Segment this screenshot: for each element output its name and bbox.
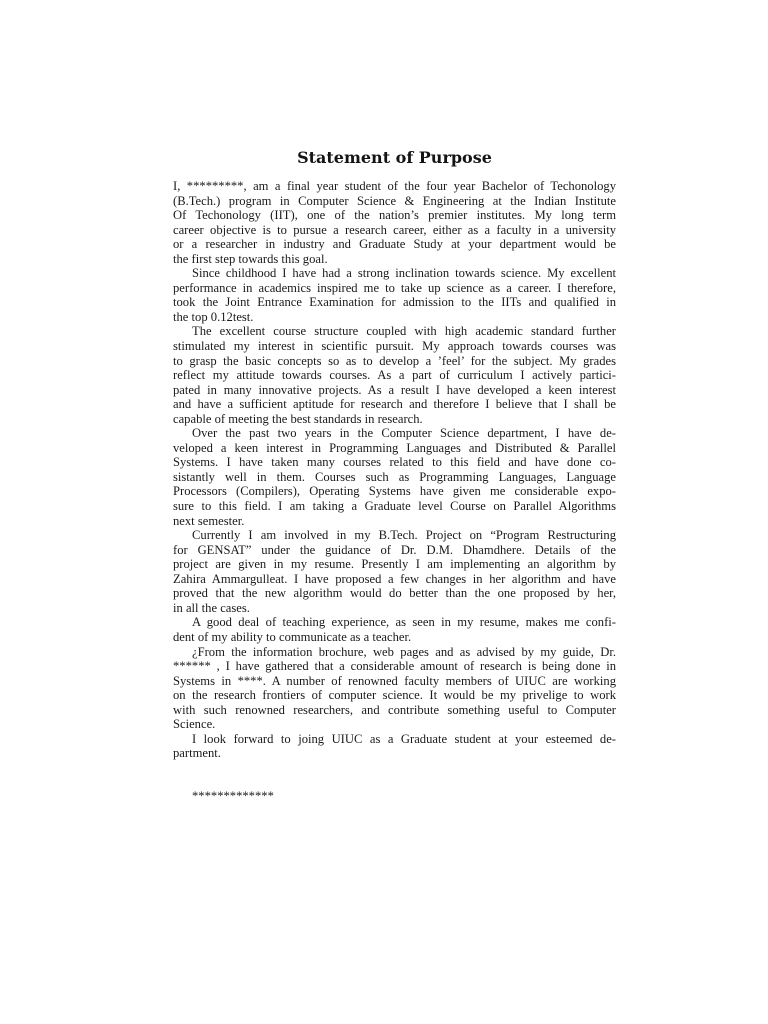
- text-line: ¿From the information brochure, web pages and as advised by my guide, Dr.: [192, 644, 616, 659]
- text-line: next semester.: [173, 513, 245, 528]
- text-line: took the Joint Entrance Examination for admission to the IITs and qualified in: [173, 295, 616, 310]
- text-line: Processors (Compilers), Operating Systems have given me considerable expo-: [173, 484, 616, 499]
- paragraph: [173, 645, 616, 732]
- paragraph: [173, 615, 616, 644]
- text-line: sure to this field. I am taking a Graduate level Course on Parallel Algorithms: [173, 499, 616, 514]
- text-line: partment.: [173, 746, 221, 761]
- paragraph: [173, 528, 616, 615]
- text-line: I, *********, am a final year student of the four year Bachelor of Techonology: [173, 179, 616, 193]
- text-line: A good deal of teaching experience, as seen in my resume, makes me confi-: [192, 615, 616, 630]
- text-line: I look forward to joing UIUC as a Graduate student at your esteemed de-: [192, 731, 616, 746]
- text-line: Since childhood I have had a strong inclination towards science. My excellent: [192, 266, 616, 281]
- text-line: Systems. I have taken many courses related to this field and have done co-: [173, 455, 616, 470]
- text-line: for GENSAT” under the guidance of Dr. D.M. Dhamdhere. Details of the: [173, 542, 616, 557]
- text-line: (B.Tech.) program in Computer Science & Engineering at the Indian Institute: [173, 193, 616, 208]
- text-line: the first step towards this goal.: [173, 251, 328, 266]
- text-line: The excellent course structure coupled with high academic standard further: [192, 324, 616, 339]
- text-line: performance in academics inspired me to take up science as a career. I therefore,: [173, 280, 616, 295]
- text-line: pated in many innovative projects. As a result I have developed a keen interest: [173, 382, 616, 397]
- text-line: stimulated my interest in scientific pursuit. My approach towards courses was: [173, 339, 616, 354]
- text-line: Systems in ****. A number of renowned faculty members of UIUC are working: [173, 673, 616, 688]
- text-line: in all the cases.: [173, 600, 250, 615]
- text-line: project are given in my resume. Presently I am implementing an algorithm by: [173, 557, 616, 572]
- text-line: and have a sufficient aptitude for research and therefore I believe that I shall be: [173, 397, 616, 412]
- text-line: or a researcher in industry and Graduate Study at your department would be: [173, 237, 616, 252]
- paragraph: [173, 324, 616, 426]
- page-title: Statement of Purpose: [297, 148, 492, 167]
- text-line: the top 0.12test.: [173, 309, 254, 324]
- text-line: capable of meeting the best standards in research.: [173, 411, 423, 426]
- text-line: veloped a keen interest in Programming Languages and Distributed & Parallel: [173, 440, 616, 455]
- paragraph: [173, 266, 616, 324]
- text-line: career objective is to pursue a research career, either as a faculty in a university: [173, 222, 616, 237]
- paragraph: [173, 426, 616, 528]
- text-line: on the research frontiers of computer science. It would be my privelige to work: [173, 688, 616, 703]
- text-line: dent of my ability to communicate as a teacher.: [173, 629, 412, 644]
- signature: *************: [192, 789, 274, 803]
- text-line: proved that the new algorithm would do better than the one proposed by her,: [173, 586, 616, 601]
- text-line: reflect my attitude towards courses. As a part of curriculum I actively partici-: [173, 368, 616, 383]
- paragraph: [173, 732, 616, 761]
- text-line: Over the past two years in the Computer Science department, I have de-: [192, 426, 616, 441]
- text-line: with such renowned researchers, and contribute something useful to Computer: [173, 702, 616, 717]
- text-line: Science.: [173, 717, 216, 732]
- text-line: to grasp the basic concepts so as to develop a ’feel’ for the subject. My grades: [173, 353, 616, 368]
- document-body: [173, 179, 616, 761]
- text-line: Currently I am involved in my B.Tech. Project on “Program Restructuring: [192, 528, 616, 543]
- paragraph: [173, 179, 616, 266]
- text-line: ****** , I have gathered that a considerable amount of research is being done in: [173, 659, 616, 674]
- text-line: Zahira Ammargulleat. I have proposed a few changes in her algorithm and have: [173, 571, 616, 586]
- text-line: sistantly well in them. Courses such as Programming Languages, Language: [173, 469, 616, 484]
- text-line: Of Techonology (IIT), one of the nation’s premier institutes. My long term: [173, 208, 616, 223]
